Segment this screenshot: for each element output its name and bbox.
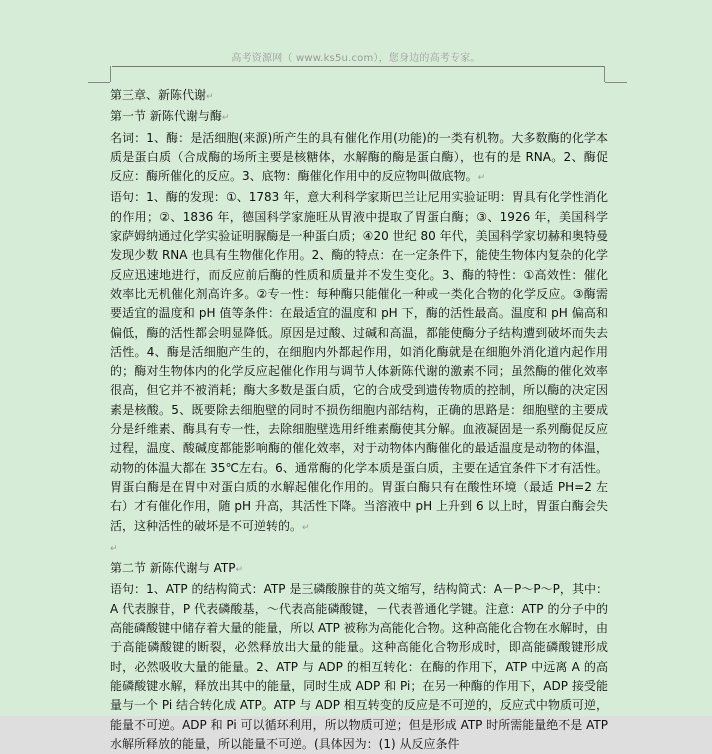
margin-corner-line-right [605, 82, 627, 83]
header-rule [112, 66, 604, 67]
document-body[interactable] [110, 86, 608, 754]
definitions-paragraph: 名词：1、酶：是活细胞(来源)所产生的具有催化作用(功能)的一类有机物。大多数酶的化学本质是蛋白质（合成酶的场所主要是核糖体，水解酶的酶是蛋白酶），也有的是 RNA。2、酶促反应：酶所催化的反应。3、底物：酶催化作用中的反应物叫做底物。↵ [110, 130, 608, 184]
margin-corner-line-left [88, 82, 110, 83]
page-header: 高考资源网（ www.ks5u.com），您身边的高考专家。 [231, 53, 481, 64]
section-title: 第二节 新陈代谢与 ATP↵ [110, 561, 244, 576]
statements-paragraph: 语句：1、酶的发现：①、1783 年，意大利科学家斯巴兰让尼用实验证明：胃具有化学性消化的作用；②、1836 年，德国科学家施旺从胃液中提取了胃蛋白酶；③、1926 年，美国科学家萨姆纳通过化学实验证明脲酶是一种蛋白质；④20 世纪 80 年代，美国科学家切赫和奥特曼发现少数 RNA 也具有生物催化作用。2、酶的特点：在一定条件下，能使生物体内复杂的化学反应迅速地进行，而反应前后酶的性质和质量并不发生变化。3、酶的特性：①高效性：催化效率比无机催化剂高许多。②专一性：每种酶只能催化一种或一类化合物的化学反应。③酶需要适宜的温度和 pH 值等条件：在最适宜的温度和 pH 下，酶的活性最高。温度和 pH 偏高和偏低，酶的活性都会明显降低。原因是过酸、过碱和高温，都能使酶分子结构遭到破坏而失去活性。4、酶是活细胞产生的，在细胞内外都起作用，如消化酶就是在细胞外消化道内起作用的；酶对生物体内的化学反应起催化作用与调节人体新陈代谢的激素不同；虽然酶的催化效率很高，但它并不被消耗；酶大多数是蛋白质，它的合成受到遗传物质的控制，所以酶的决定因素是核酸。5、既要除去细胞壁的同时不损伤细胞内部结构，正确的思路是：细胞壁的主要成分是纤维素、酶具有专一性，去除细胞壁选用纤维素酶使其分解。血液凝固是一系列酶促反应过程，温度、酸碱度都能影响酶的催化效率，对于动物体内酶催化的最适温度是动物的体温，动物的体温大都在 35℃左右。6、通常酶的化学本质是蛋白质，主要在适宜条件下才有活性。胃蛋白酶是在胃中对蛋白质的水解起催化作用的。胃蛋白酶只有在酸性环境（最适 PH=2 左右）才有催化作用，随 pH 升高，其活性下降。当溶液中 pH 上升到 6 以上时，胃蛋白酶会失活，这种活性的破坏是不可逆转的。↵ [110, 190, 608, 533]
paragraph-mark: ↵ [302, 522, 310, 533]
chapter-title: 第三章、新陈代谢↵ [110, 88, 214, 102]
paragraph-mark: ↵ [206, 92, 214, 102]
paragraph-mark: ↵ [235, 565, 244, 576]
empty-paragraph [110, 538, 608, 559]
paragraph-mark: ↵ [221, 113, 230, 124]
paragraph-mark: ↵ [110, 543, 118, 554]
margin-corner-top-right [604, 66, 627, 82]
statements-paragraph: 语句：1、ATP 的结构简式：ATP 是三磷酸腺苷的英文缩写，结构简式：A－P～P～P，其中：A 代表腺苷，P 代表磷酸基，～代表高能磷酸键，－代表普通化学键。注意：ATP 的分子中的高能磷酸键中储存着大量的能量，所以 ATP 被称为高能化合物。这种高能化合物在水解时，由于高能磷酸键的断裂，必然释放出大量的能量。这种高能化合物形成时，即高能磷酸键形成时，必然吸收大量的能量。2、ATP 与 ADP 的相互转化：在酶的作用下，ATP 中远离 A 的高能磷酸键水解，释放出其中的能量，同时生成 ADP 和 Pi；在另一种酶的作用下，ADP 接受能量与一个 Pi 结合转化成 ATP。ATP 与 ADP 相互转变的反应是不可逆的，反应式中物质可逆，能量不可逆。ADP 和 Pi 可以循环利用，所以物质可逆；但是形成 ATP 时所需能量绝不是 ATP 水解所释放的能量，所以能量不可逆。(具体因为：(1) 从反应条件 [110, 582, 608, 751]
margin-corner-top-left [88, 66, 111, 82]
paragraph-mark: ↵ [477, 173, 486, 184]
section-title: 第一节 新陈代谢与酶↵ [110, 109, 230, 124]
